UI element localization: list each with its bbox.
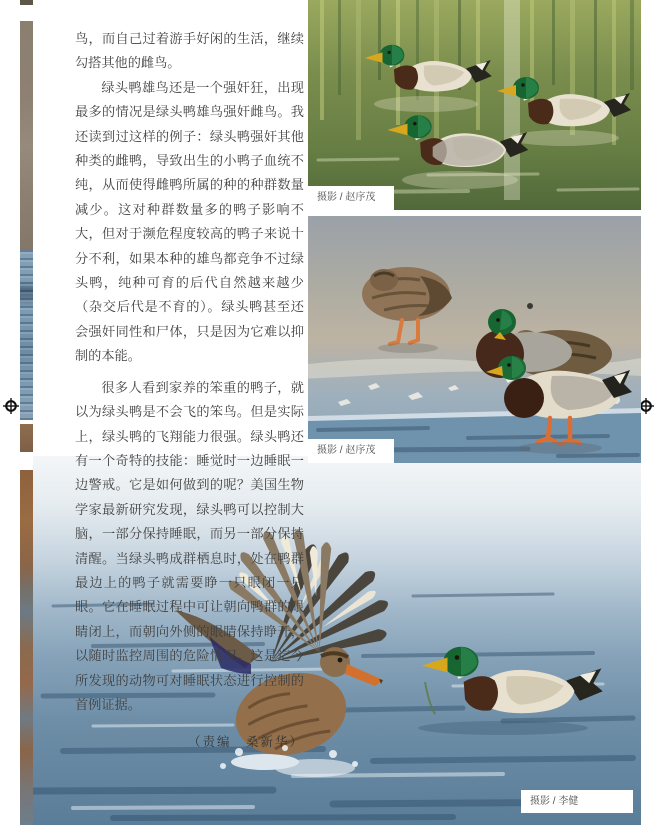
spine-bleed-strip-water [20, 250, 33, 420]
registration-mark-icon [3, 398, 19, 414]
photo-credit: 摄影 / 赵序茂 [308, 186, 394, 210]
article-paragraph: 绿头鸭雄鸟还是一个强奸狂，出现最多的情况是绿头鸭雄鸟强奸雌鸟。我还读到过这样的例子：绿头鸭强奸其他种类的雌鸭，导致出生的小鸭子血统不纯，从而使得雌鸭所属的种的种群数量减少。这对种群数量多的鸭子影响不大，但对于濒危程度较高的鸭子来说十分不利，如果本种的雄鸟都竞争不过绿头鸭，纯种可育的后代自然越来越少（杂交后代是不育的）。绿头鸭甚至还会强奸同性和尸体，只是因为它难以抑制的本能。 [75, 79, 304, 364]
article-paragraph: 很多人看到家养的笨重的鸭子，就以为绿头鸭是不会飞的笨鸟。但是实际上，绿头鸭的飞翔能力很强。绿头鸭还有一个奇特的技能：睡觉时一边睡眠一边警戒。它是如何做到的呢？美国生物学家最新研究发现，绿头鸭可以控制大脑，一部分保持睡眠，而另一部分保持清醒。当绿头鸭成群栖息时，处在鸭群最边上的鸭子就需要睁一只眼闭一只眼。它在睡眠过程中可让朝向鸭群的眼睛闭上，而朝向外侧的眼睛保持睁开，以随时监控周围的危险情况。这是迄今所发现的动物可对睡眠状态进行控制的首例证据。 [75, 379, 304, 712]
spine-bleed-strip-top [20, 0, 33, 5]
photo-credit: 摄影 / 赵序茂 [308, 439, 394, 463]
editor-credit: （责编 桑新华） [187, 735, 304, 750]
ice-scene-illustration [308, 216, 641, 463]
spine-bleed-strip-small [20, 424, 33, 452]
photo-ducks-swimming-pond [308, 0, 641, 210]
spine-bleed-strip-brown [20, 21, 33, 250]
pond-scene-illustration [308, 0, 641, 210]
article-text-column [75, 27, 304, 755]
photo-ducks-on-ice [308, 216, 641, 463]
article-paragraph: 鸟，而自己过着游手好闲的生活，继续勾搭其他的雌鸟。 [75, 31, 304, 71]
photo-credit: 摄影 / 李健 [521, 790, 633, 813]
spine-bleed-strip-bottom [20, 470, 33, 825]
